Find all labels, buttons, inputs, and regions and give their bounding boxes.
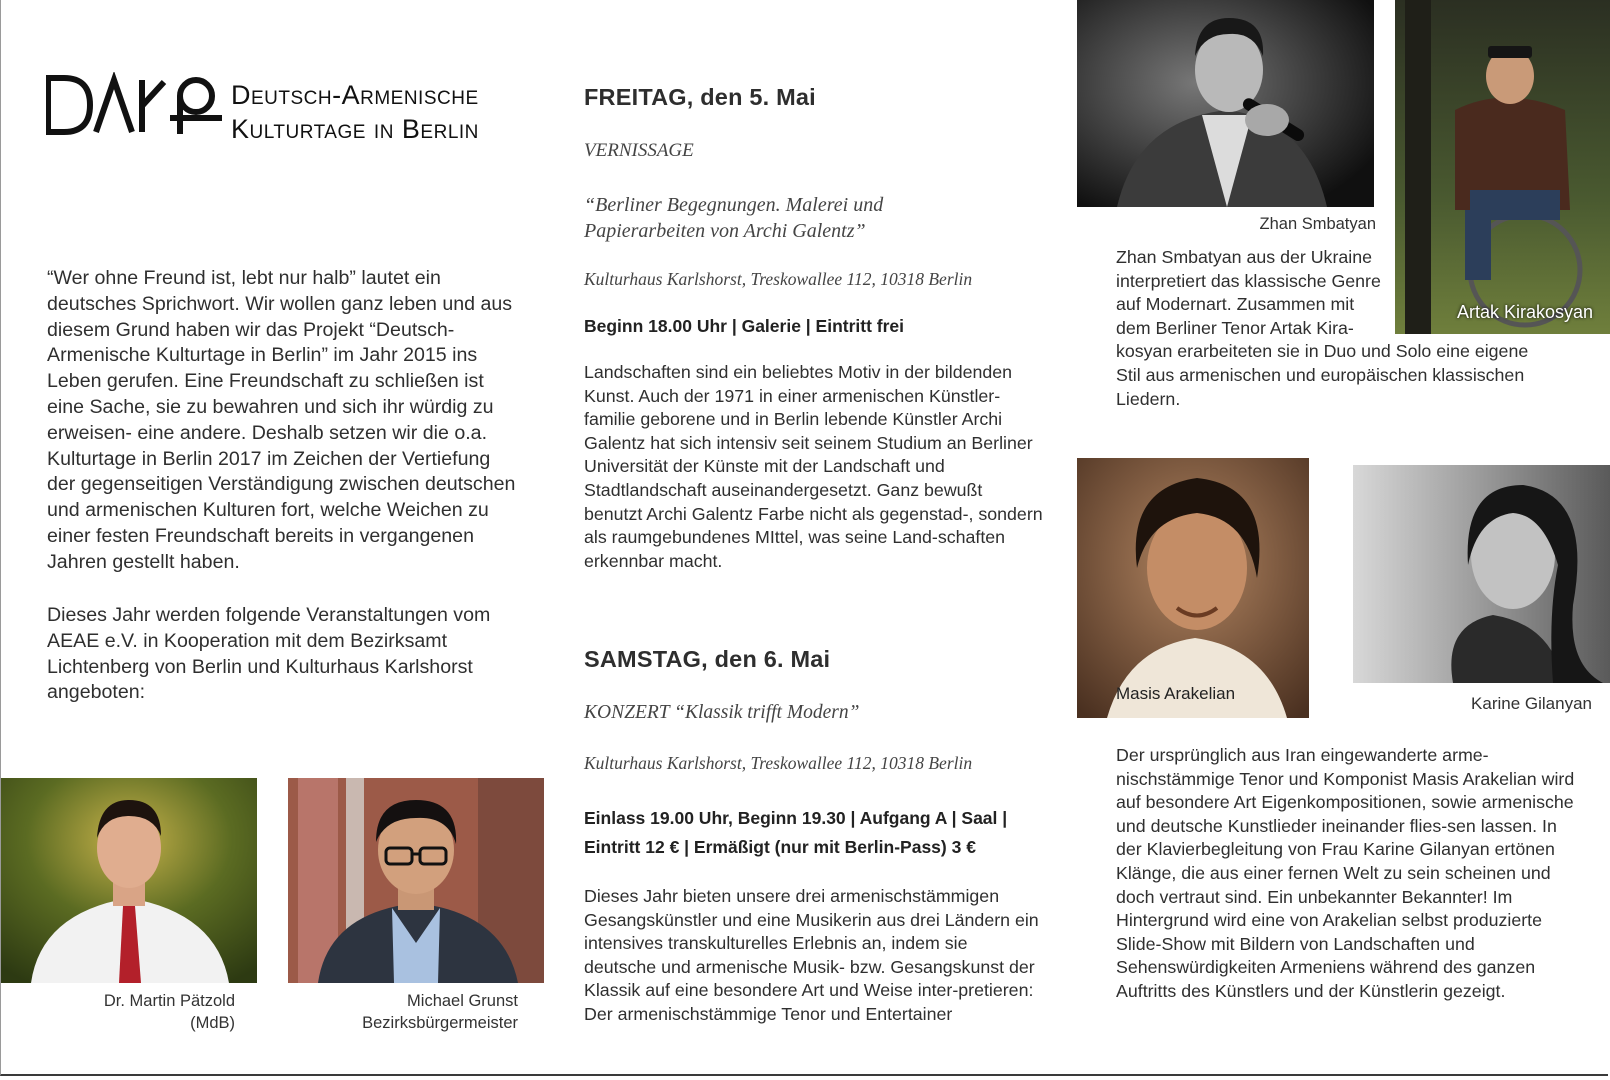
caption-grunst (300, 990, 518, 1034)
friday-venue: Kulturhaus Karlshorst, Treskowallee 112, 10318 Berlin (584, 269, 973, 289)
saturday-heading: SAMSTAG, den 6. Mai (584, 646, 831, 672)
friday-type: VERNISSAGE (584, 140, 694, 161)
caption-paetzold-name: Dr. Martin Pätzold (103, 992, 235, 1010)
logo-title (231, 78, 479, 146)
saturday-info-line-1: Einlass 19.00 Uhr, Beginn 19.30 | Aufgang A | Saal | (584, 808, 1008, 828)
masis-karine-description: Der ursprünglich aus Iran eingewanderte arme-nischstämmige Tenor und Komponist Masis Arakelian wird auf besondere Art Eigenkompositionen, sowie armenische und deutsche Kunstlieder ineinander flies-sen lassen. In der Klavierbegleitung von Frau Karine Gilanyan ertönen Klänge, die aus einer fernen Welt zu sein scheinen und doch vertraut sind. Ein unbekannter Bekannter! Im Hintergrund wird eine von Arakelian selbst produzierte Slide-Show mit Bildern von Landschaften und Sehenswürdigkeiten Armeniens während des ganzen Auftritts des Künstlers und der Künstlerin gezeigt. (1116, 745, 1575, 1001)
friday-title-line-2: Papierarbeiten von Archi Galentz” (584, 220, 866, 242)
caption-masis: Masis Arakelian (1116, 684, 1236, 703)
caption-grunst-name: Michael Grunst (407, 992, 518, 1010)
photo-masis-arakelian (1077, 458, 1309, 718)
zhan-text-line-6: Stil aus armenischen und europäischen klassischen (1116, 364, 1525, 385)
friday-title (584, 192, 1044, 244)
intro-paragraph-2: Dieses Jahr werden folgende Veranstaltungen vom AEAE e.V. in Kooperation mit dem Bezirksamt Lichtenberg von Berlin und Kulturhaus Karlshorst angeboten: (47, 604, 491, 704)
friday-title-line-1: “Berliner Begegnungen. Malerei und (584, 194, 884, 216)
photo-karine-gilanyan (1353, 465, 1610, 683)
photo-paetzold (1, 778, 257, 983)
zhan-artak-description (1116, 246, 1528, 411)
photo-zhan-smbatyan (1077, 0, 1374, 207)
saturday-info (584, 804, 1044, 862)
zhan-text-line-2: interpretiert das klassische Genre (1116, 270, 1381, 291)
friday-info: Beginn 18.00 Uhr | Galerie | Eintritt frei (584, 316, 905, 336)
saturday-info-line-2: Eintritt 12 € | Ermäßigt (nur mit Berlin-Pass) 3 € (584, 837, 976, 857)
friday-description: Landschaften sind ein beliebtes Motiv in der bildenden Kunst. Auch der 1971 in einer armenischen Künstler-familie geborene und in Berlin lebende Künstler Archi Galentz hat sich intensiv seit seinem Studium an Berliner Universität der Künste mit der Landschaft und Stadtlandschaft auseinandergesetzt. Ganz bewußt benutzt Archi Galentz Farbe nicht als gegenstad-, sondern als raumgebundenes MIttel, was seine Land-schaften erkennbar macht. (584, 362, 1043, 571)
zhan-text-line-3: auf Modernart. Zusammen mit (1116, 294, 1355, 315)
saturday-venue: Kulturhaus Karlshorst, Treskowallee 112, 10318 Berlin (584, 753, 973, 773)
caption-paetzold-role: (MdB) (190, 1014, 235, 1032)
caption-zhan: Zhan Smbatyan (1259, 215, 1376, 233)
caption-grunst-role: Bezirksbürgermeister (362, 1014, 518, 1032)
zhan-text-line-7: Liedern. (1116, 388, 1181, 409)
intro-paragraph: “Wer ohne Freund ist, lebt nur halb” lautet ein deutsches Sprichwort. Wir wollen ganz leben und aus diesem Grund haben wir das Projekt “Deutsch-Armenische Kulturtage in Berlin” im Jahr 2015 ins Leben gerufen. Eine Freundschaft zu schließen ist eine Sache, sie zu bewahren und sich ihr würdig zu erweisen- eine andere. Deshalb setzen wir die o.a. Kulturtage in Berlin 2017 im Zeichen der Vertiefung der gegenseitigen Verständigung zwischen deutschen und armenischen Kulturen fort, welche Weichen zu einer festen Freundschaft bereits in vergangenen Jahren gestellt haben. (47, 267, 516, 573)
saturday-description: Dieses Jahr bieten unsere drei armenischstämmigen Gesangskünstler und eine Musikerin aus drei Ländern ein intensives transkulturelles Erlebnis an, indem sie deutsche und armenische Musik- bzw. Gesangskunst der Klassik auf eine besondere Art und Weise inter-pretieren: Der armenischstämmige Tenor und Entertainer (584, 886, 1039, 1024)
logo-mark (46, 72, 226, 142)
saturday-type: KONZERT “Klassik trifft Modern” (584, 702, 860, 723)
zhan-text-line-1: Zhan Smbatyan aus der Ukraine (1116, 247, 1372, 267)
friday-heading: FREITAG, den 5. Mai (584, 84, 816, 110)
caption-karine: Karine Gilanyan (1471, 694, 1592, 713)
caption-paetzold (60, 990, 235, 1034)
zhan-text-line-5: kosyan erarbeiteten sie in Duo und Solo eine eigene (1116, 341, 1529, 362)
caption-artak: Artak Kirakosyan (1457, 302, 1594, 322)
logo-line-2: Kulturtage in Berlin (231, 114, 479, 144)
zhan-text-line-4: dem Berliner Tenor Artak Kira- (1116, 317, 1354, 338)
logo-line-1: Deutsch-Armenische (231, 80, 479, 110)
photo-grunst (288, 778, 544, 983)
